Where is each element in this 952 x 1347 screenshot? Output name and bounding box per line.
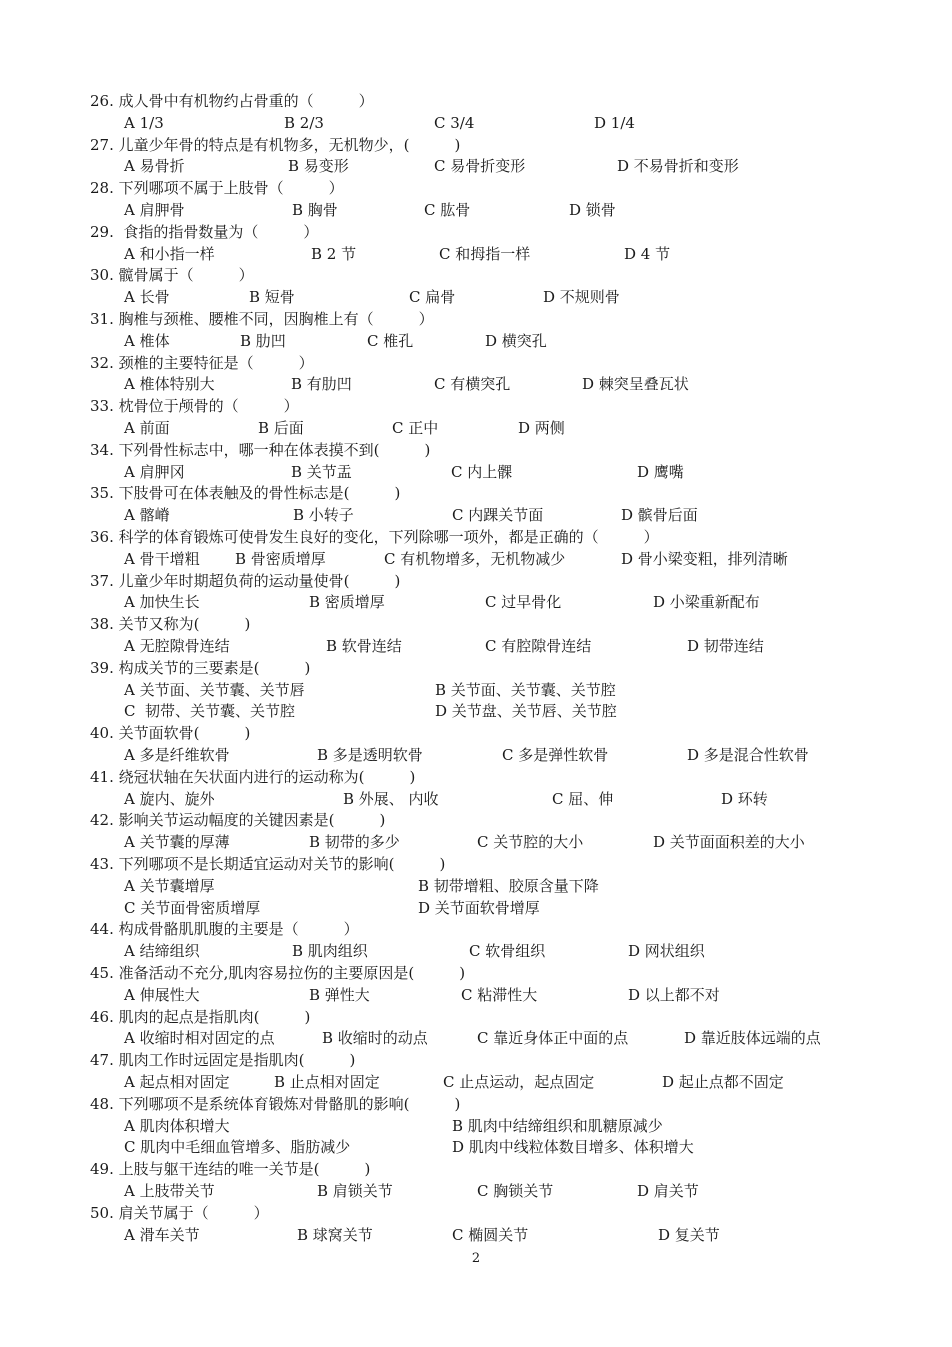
option-d: D 髌骨后面 [621, 506, 698, 525]
option-c: C 韧带、关节囊、关节腔 [124, 702, 296, 721]
option-d: D 鹰嘴 [637, 462, 684, 481]
option-b: B 弹性大 [309, 985, 370, 1004]
option-b: B 短骨 [249, 288, 295, 307]
option-d: D 不规则骨 [543, 288, 620, 307]
option-d: D 4 节 [624, 244, 671, 263]
option-b: B 肋凹 [240, 331, 286, 350]
question-stem: 41. 绕冠状轴在矢状面内进行的运动称为( ) [90, 767, 416, 786]
option-b: B 软骨连结 [326, 637, 402, 655]
option-b: B 骨密质增厚 [235, 549, 326, 568]
option-a: A 易骨折 [124, 157, 185, 176]
option-d: D 多是混合性软骨 [687, 746, 809, 764]
option-c: C 多是弹性软骨 [502, 746, 609, 764]
option-a: A 收缩时相对固定的点 [124, 1029, 275, 1048]
option-d: D 网状组织 [628, 942, 705, 961]
option-c: C 肌肉中毛细血管增多、脂肪减少 [124, 1138, 351, 1157]
question-stem: 38. 关节又称为( ) [90, 615, 251, 634]
question-stem: 48. 下列哪项不是系统体育锻炼对骨骼肌的影响( ) [90, 1094, 461, 1113]
option-d: D 肩关节 [637, 1182, 699, 1200]
option-c: C 易骨折变形 [434, 157, 526, 176]
option-b: B 球窝关节 [297, 1225, 373, 1244]
option-d: D 复关节 [658, 1225, 720, 1244]
option-d: D 不易骨折和变形 [617, 157, 739, 176]
option-d: D 肌肉中线粒体数目增多、体积增大 [452, 1138, 694, 1157]
question-stem: 49. 上肢与躯干连结的唯一关节是( ) [90, 1160, 371, 1179]
option-b: B 多是透明软骨 [317, 746, 423, 764]
option-a: A 前面 [124, 419, 170, 437]
option-d: D 骨小梁变粗，排列清晰 [621, 549, 788, 568]
option-a: A 结缔组织 [124, 942, 200, 961]
question-stem: 42. 影响关节运动幅度的关键因素是( ) [90, 811, 386, 830]
option-a: A 骨干增粗 [124, 549, 200, 568]
option-c: C 粘滞性大 [461, 985, 538, 1004]
question-stem: 28. 下列哪项不属于上肢骨（ ） [90, 179, 344, 198]
question-stem: 40. 关节面软骨( ) [90, 724, 251, 743]
option-a: A 多是纤维软骨 [124, 746, 230, 764]
option-d: D 关节面软骨增厚 [418, 898, 540, 917]
option-a: A 髂嵴 [124, 506, 170, 525]
option-a: A 无腔隙骨连结 [124, 637, 230, 655]
option-c: C 扁骨 [409, 288, 456, 307]
question-stem: 29. 食指的指骨数量为（ ） [90, 222, 319, 241]
option-c: C 有机物增多，无机物减少 [384, 549, 566, 568]
option-d: D 关节盘、关节唇、关节腔 [435, 702, 617, 721]
question-stem: 32. 颈椎的主要特征是（ ） [90, 353, 314, 372]
option-c: C 止点运动，起点固定 [443, 1073, 595, 1091]
option-a: A 1/3 [124, 113, 164, 132]
option-a: A 椎体特别大 [124, 375, 215, 394]
option-b: B 肌肉中结缔组织和肌糖原减少 [452, 1116, 663, 1135]
option-a: A 肌肉体积增大 [124, 1116, 230, 1135]
question-stem: 44. 构成骨骼肌肌腹的主要是（ ） [90, 920, 359, 939]
option-a: A 滑车关节 [124, 1225, 200, 1244]
option-b: B 2 节 [311, 244, 357, 263]
option-d: D 横突孔 [485, 331, 547, 350]
question-stem: 33. 枕骨位于颅骨的（ ） [90, 397, 299, 416]
option-a: A 起点相对固定 [124, 1073, 230, 1091]
option-a: A 上肢带关节 [124, 1182, 215, 1200]
question-stem: 26. 成人骨中有机物约占骨重的（ ） [90, 92, 374, 110]
option-a: A 伸展性大 [124, 985, 200, 1004]
option-b: B 胸骨 [292, 201, 338, 219]
option-d: D 锁骨 [569, 201, 616, 219]
option-d: D 棘突呈叠瓦状 [582, 375, 689, 394]
option-d: D 小梁重新配布 [653, 593, 760, 612]
option-c: C 关节腔的大小 [477, 833, 584, 852]
option-a: A 长骨 [124, 288, 170, 307]
question-stem: 30. 髋骨属于（ ） [90, 266, 254, 285]
option-b: B 韧带的多少 [309, 833, 400, 852]
question-stem: 47. 肌肉工作时远固定是指肌肉( ) [90, 1051, 356, 1070]
option-b: B 收缩时的动点 [322, 1029, 428, 1048]
option-b: B 关节盂 [291, 462, 352, 481]
option-b: B 易变形 [288, 157, 349, 176]
option-a: A 和小指一样 [124, 244, 215, 263]
option-c: C 有横突孔 [434, 375, 511, 394]
option-c: C 过早骨化 [485, 593, 562, 612]
question-stem: 45. 准备活动不充分,肌肉容易拉伤的主要原因是( ) [90, 964, 466, 982]
option-a: A 肩胛冈 [124, 462, 185, 481]
option-d: D 关节面面积差的大小 [653, 833, 805, 852]
option-c: C 椭圆关节 [452, 1225, 529, 1244]
question-stem: 43. 下列哪项不是长期适宜运动对关节的影响( ) [90, 855, 446, 873]
option-b: B 小转子 [293, 506, 354, 525]
option-b: B 后面 [258, 419, 304, 437]
question-stem: 39. 构成关节的三要素是( ) [90, 658, 311, 677]
option-d: D 起止点都不固定 [662, 1073, 784, 1091]
option-b: B 肌肉组织 [292, 942, 368, 961]
page-number: 2 [471, 1251, 481, 1266]
question-stem: 37. 儿童少年时期超负荷的运动量使骨( ) [90, 571, 401, 590]
option-d: D 两侧 [518, 419, 565, 437]
option-c: C 和拇指一样 [439, 244, 531, 263]
question-stem: 27. 儿童少年骨的特点是有机物多，无机物少，( ) [90, 135, 461, 154]
option-c: C 内上髁 [451, 462, 513, 481]
option-c: C 肱骨 [424, 201, 471, 219]
question-stem: 31. 胸椎与颈椎、腰椎不同，因胸椎上有（ ） [90, 310, 434, 328]
option-c: C 关节面骨密质增厚 [124, 898, 261, 917]
option-b: B 关节面、关节囊、关节腔 [435, 680, 616, 699]
option-c: C 软骨组织 [469, 942, 546, 961]
option-c: C 胸锁关节 [477, 1182, 554, 1200]
option-a: A 加快生长 [124, 593, 200, 612]
option-d: D 1/4 [594, 113, 635, 132]
option-a: A 椎体 [124, 331, 170, 350]
option-a: A 关节面、关节囊、关节唇 [124, 680, 305, 699]
option-c: C 有腔隙骨连结 [485, 637, 592, 655]
option-b: B 2/3 [284, 113, 324, 132]
option-a: A 关节囊增厚 [124, 876, 215, 895]
question-stem: 35. 下肢骨可在体表触及的骨性标志是( ) [90, 484, 401, 503]
option-d: D 环转 [721, 789, 768, 808]
option-b: B 止点相对固定 [274, 1073, 380, 1091]
option-d: D 韧带连结 [687, 637, 764, 655]
option-a: A 旋内、旋外 [124, 789, 215, 808]
option-d: D 靠近肢体远端的点 [684, 1029, 821, 1048]
option-a: A 关节囊的厚薄 [124, 833, 230, 852]
option-b: B 有肋凹 [291, 375, 352, 394]
option-c: C 屈、伸 [552, 789, 614, 808]
option-a: A 肩胛骨 [124, 201, 185, 219]
option-c: C 靠近身体正中面的点 [477, 1029, 629, 1048]
option-b: B 肩锁关节 [317, 1182, 393, 1200]
question-stem: 50. 肩关节属于（ ） [90, 1203, 269, 1222]
option-b: B 密质增厚 [309, 593, 385, 612]
option-c: C 正中 [392, 419, 439, 437]
option-c: C 椎孔 [367, 331, 414, 350]
option-c: C 内踝关节面 [452, 506, 544, 525]
option-c: C 3/4 [434, 113, 475, 132]
option-b: B 外展、 内收 [343, 789, 439, 808]
option-b: B 韧带增粗、胶原含量下降 [418, 876, 599, 895]
question-stem: 46. 肌肉的起点是指肌肉( ) [90, 1007, 311, 1026]
question-stem: 36. 科学的体育锻炼可使骨发生良好的变化，下列除哪一项外，都是正确的（ ） [90, 528, 659, 546]
option-d: D 以上都不对 [628, 985, 720, 1004]
question-stem: 34. 下列骨性标志中，哪一种在体表摸不到( ) [90, 440, 431, 459]
